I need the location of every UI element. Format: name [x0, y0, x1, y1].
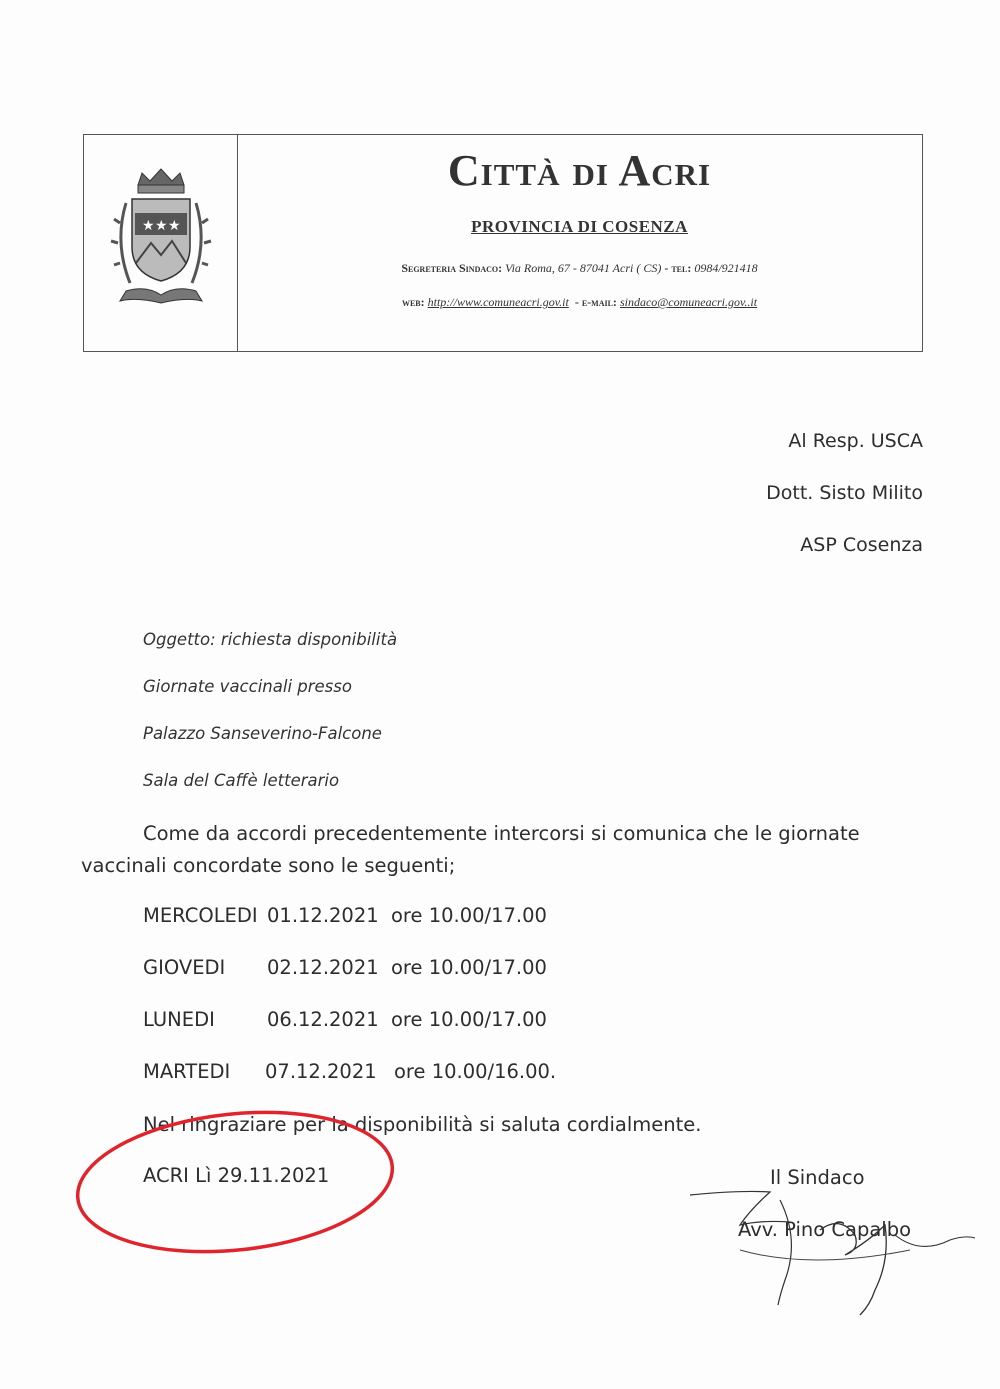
schedule-time: ore 10.00/17.00	[391, 1008, 547, 1031]
email-label: - e-mail:	[574, 295, 617, 309]
province-name: PROVINCIA DI COSENZA	[471, 217, 688, 236]
contacts-line	[237, 295, 922, 310]
schedule-day: MARTEDI	[143, 1060, 231, 1083]
body-paragraph: Come da accordi precedentemente intercorsi si comunica che le giornate vaccinali concordate sono le seguenti;	[81, 822, 860, 877]
tel-label: - tel:	[664, 261, 692, 275]
city-title: Città di Acri	[447, 146, 712, 195]
schedule-date: 07.12.2021	[265, 1060, 377, 1083]
signatory-name: Avv. Pino Capalbo	[738, 1218, 912, 1241]
subject-line-4: Sala del Caffè letterario	[143, 771, 340, 790]
schedule-date: 01.12.2021	[267, 904, 379, 927]
schedule-date: 06.12.2021	[267, 1008, 379, 1031]
signatory-title: Il Sindaco	[770, 1166, 865, 1189]
schedule-time: ore 10.00/17.00	[391, 956, 547, 979]
web-link[interactable]: http://www.comuneacri.gov.it	[427, 295, 569, 309]
address-label: Segreteria Sindaco:	[401, 261, 503, 275]
svg-text:★: ★	[155, 218, 168, 234]
recipient-line-2: Dott. Sisto Milito	[766, 482, 923, 504]
web-label: web:	[401, 295, 425, 309]
recipient-line-3: ASP Cosenza	[800, 534, 923, 556]
tel-value: 0984/921418	[694, 261, 758, 275]
schedule-time: ore 10.00/16.00.	[394, 1060, 557, 1083]
schedule-day: GIOVEDI	[143, 956, 226, 979]
address-line	[237, 261, 922, 276]
recipient-line-1: Al Resp. USCA	[788, 430, 923, 452]
schedule-time: ore 10.00/17.00	[391, 904, 547, 927]
closing-line: Nel ringraziare per la disponibilità si saluta cordialmente.	[143, 1113, 702, 1136]
subject-line-1: Oggetto: richiesta disponibilità	[143, 630, 398, 649]
schedule-date: 02.12.2021	[267, 956, 379, 979]
subject-line-2: Giornate vaccinali presso	[143, 677, 352, 696]
date-line: ACRI Lì 29.11.2021	[143, 1164, 330, 1187]
crest-cell	[84, 135, 238, 351]
schedule-day: MERCOLEDI	[143, 904, 258, 927]
svg-text:★: ★	[168, 218, 181, 234]
email-link[interactable]: sindaco@comuneacri.gov..it	[619, 295, 758, 309]
schedule-day: LUNEDI	[143, 1008, 215, 1031]
annotation-circle	[70, 1100, 410, 1260]
address-value: Via Roma, 67 - 87041 Acri ( CS)	[505, 261, 662, 275]
letterhead	[83, 134, 923, 352]
coat-of-arms-icon	[106, 163, 216, 313]
svg-text:★: ★	[142, 218, 155, 234]
subject-line-3: Palazzo Sanseverino-Falcone	[143, 724, 382, 743]
handwritten-signature	[680, 1180, 980, 1320]
